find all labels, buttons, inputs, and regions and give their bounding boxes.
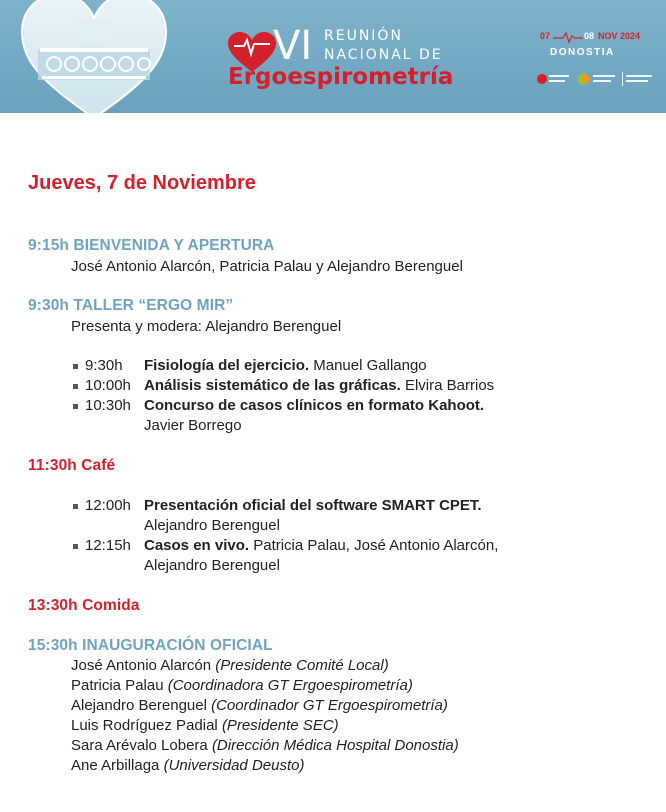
talk-title: Análisis sistemático de las gráficas. bbox=[144, 377, 401, 394]
person-role: (Presidente SEC) bbox=[221, 717, 339, 734]
section-title-inauguration: 15:30h INAUGURACIÓN OFICIAL bbox=[28, 637, 273, 654]
section-title-lunch: 13:30h Comida bbox=[28, 597, 140, 614]
bullet-icon bbox=[73, 384, 78, 389]
day-title: Jueves, 7 de Noviembre bbox=[28, 172, 256, 194]
bullet-icon bbox=[73, 404, 78, 409]
talk-time: 10:30h bbox=[85, 397, 131, 414]
section-title-workshop: 9:30h TALLER “ERGO MIR” bbox=[28, 297, 234, 314]
inauguration-person bbox=[71, 717, 339, 734]
talk-title: Casos en vivo. bbox=[144, 537, 250, 554]
date-month-year: NOV 2024 bbox=[598, 31, 641, 41]
date-day-end: 08 bbox=[584, 31, 595, 41]
talk-item bbox=[144, 357, 427, 374]
event-logo bbox=[226, 24, 456, 94]
person-name: Luis Rodríguez Padial bbox=[71, 717, 218, 734]
sponsor-logos bbox=[536, 70, 656, 90]
talk-speakers: Javier Borrego bbox=[144, 417, 242, 434]
talk-speakers: Patricia Palau, José Antonio Alarcón, bbox=[253, 537, 499, 554]
area-logo-icon bbox=[622, 70, 656, 88]
bullet-icon bbox=[73, 504, 78, 509]
bullet-icon bbox=[73, 544, 78, 549]
talk-speakers: Alejandro Berenguel bbox=[144, 517, 280, 534]
talk-speakers: Manuel Gallango bbox=[313, 357, 427, 374]
inauguration-person bbox=[71, 757, 304, 774]
inauguration-person bbox=[71, 697, 448, 714]
logo-line-nacional: NACIONAL DE bbox=[324, 47, 443, 63]
section-title-welcome: 9:15h BIENVENIDA Y APERTURA bbox=[28, 237, 275, 254]
bullet-icon bbox=[73, 364, 78, 369]
talk-time: 12:15h bbox=[85, 537, 131, 554]
logo-roman-numeral: VI bbox=[273, 23, 313, 69]
talk-title: Concurso de casos clínicos en formato Kahoot. bbox=[144, 397, 485, 414]
workshop-moderator: Presenta y modera: Alejandro Berenguel bbox=[71, 318, 342, 335]
person-role: (Coordinador GT Ergoespirometría) bbox=[211, 697, 448, 714]
inauguration-person bbox=[71, 677, 413, 694]
person-role: (Universidad Deusto) bbox=[163, 757, 305, 774]
person-role: (Dirección Médica Hospital Donostia) bbox=[211, 737, 459, 754]
sec-logo-icon bbox=[536, 70, 570, 88]
date-day-start: 07 bbox=[540, 31, 551, 41]
talk-speakers-cont: Alejandro Berenguel bbox=[144, 557, 280, 574]
talk-title: Fisiología del ejercicio. bbox=[144, 357, 310, 374]
talk-time: 10:00h bbox=[85, 377, 131, 394]
talk-item bbox=[144, 377, 494, 394]
logo-line-reunion: REUNIÓN bbox=[324, 28, 403, 44]
working-group-logo-icon bbox=[576, 70, 616, 88]
person-name: Alejandro Berenguel bbox=[71, 697, 207, 714]
person-role: (Presidente Comité Local) bbox=[215, 657, 389, 674]
logo-title: Ergoespirometría bbox=[228, 64, 454, 90]
heart-illustration-icon bbox=[18, 0, 170, 113]
talk-title: Presentación oficial del software SMART CPET. bbox=[144, 497, 482, 514]
header-banner bbox=[0, 0, 666, 113]
person-role: (Coordinadora GT Ergoespirometría) bbox=[167, 677, 413, 694]
person-name: José Antonio Alarcón bbox=[71, 657, 212, 674]
talk-time: 12:00h bbox=[85, 497, 131, 514]
talk-time: 9:30h bbox=[85, 357, 123, 374]
inauguration-person bbox=[71, 737, 459, 754]
person-name: Sara Arévalo Lobera bbox=[71, 737, 208, 754]
talk-item bbox=[144, 397, 484, 414]
person-name: Ane Arbillaga bbox=[71, 757, 160, 774]
section-title-coffee: 11:30h Café bbox=[28, 457, 116, 474]
event-city: DONOSTIA bbox=[550, 47, 615, 58]
person-name: Patricia Palau bbox=[71, 677, 164, 694]
talk-speakers: Elvira Barrios bbox=[404, 377, 495, 394]
talk-item bbox=[144, 537, 498, 554]
heartbeat-line-icon bbox=[553, 30, 587, 44]
talk-item bbox=[144, 497, 482, 514]
welcome-speakers: José Antonio Alarcón, Patricia Palau y Alejandro Berenguel bbox=[71, 258, 463, 275]
inauguration-person bbox=[71, 657, 389, 674]
event-dates bbox=[540, 30, 660, 58]
